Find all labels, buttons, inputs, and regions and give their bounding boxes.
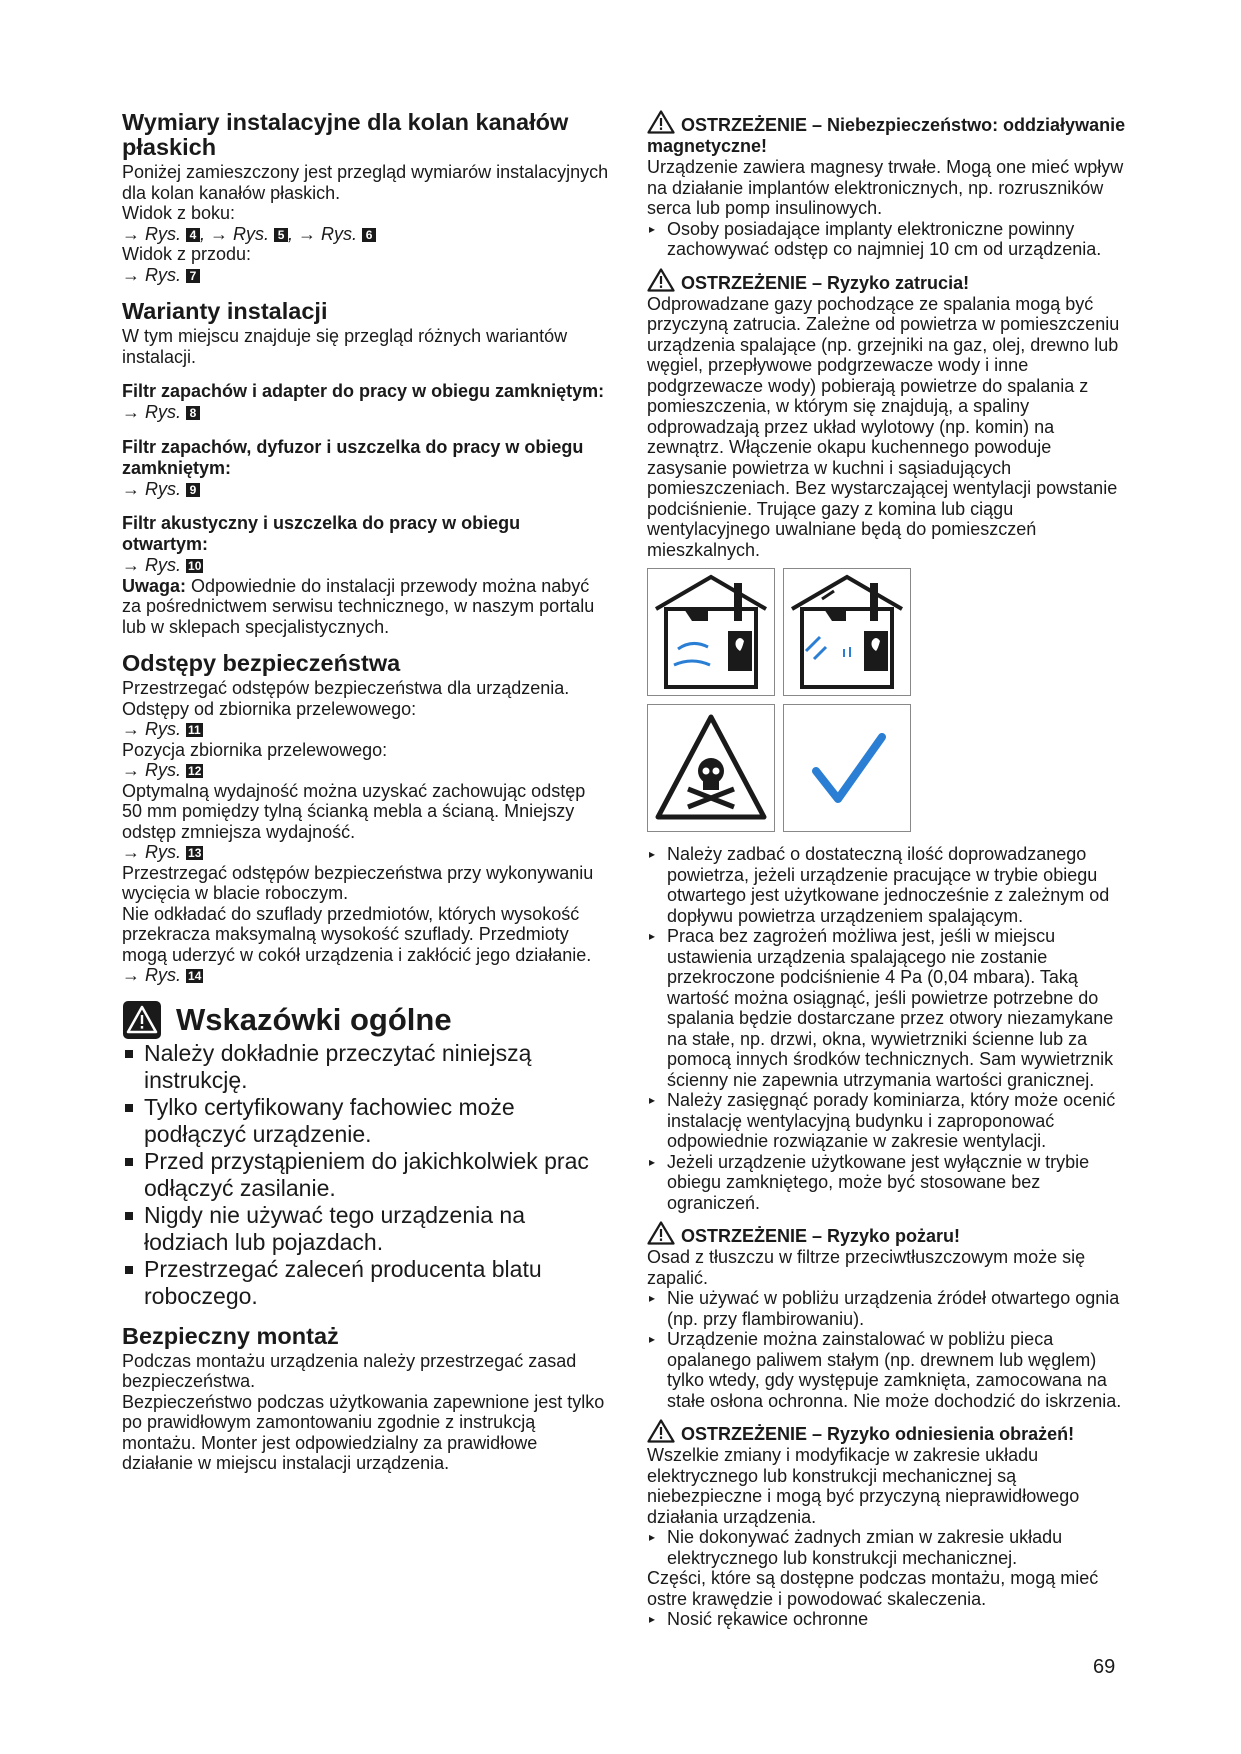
warning-box-icon <box>122 1000 162 1040</box>
variant-2-title: Filtr zapachów, dyfuzor i uszczelka do pracy w obiegu zamkniętym: <box>122 436 584 478</box>
list-item: Przed przystąpieniem do jakichkolwiek prac odłączyć zasilanie. <box>122 1148 610 1202</box>
figure-badge: 5 <box>274 228 288 242</box>
warning-triangle-icon <box>647 1419 675 1443</box>
variant-2-ref: → Rys. 9 <box>122 479 610 500</box>
section-title-safety-distances: Odstępy bezpieczeństwa <box>122 650 401 676</box>
safe-installation-p2: Bezpieczeństwo podczas użytkowania zapewnione jest tylko po prawidłowym zamontowaniu zgodnie z instrukcją montażu. Monter jest odpowiedzialny za prawidłowe działanie w miejscu instalacji urządzenia. <box>122 1391 605 1473</box>
warning-magnetic-list <box>647 219 1132 260</box>
warning-poisoning-text: Odprowadzane gazy pochodzące ze spalania mogą być przyczyną zatrucia. Zależne od powietrza w pomieszczeniu urządzenia spalające (np. grzejniki na gaz, olej, drewno lub węgiel, przepływowe podgrzewacze wody i inne podgrzewacze wody) pobierają powietrze do spalania z pomieszczenia, w którym się znajdują, a spaliny odprowadzają przez układ wylotowy (np. komin) na zewnątrz. Włączenie okapu kuchennego powoduje zasysanie powietrza w kuchni i sąsiadujących pomieszczeniach. Bez wystarczającej wentylacji powstanie podciśnienie. Trujące gazy z komina lub ciągu wentylacyjnego uwalniane będą do pomieszczeń mieszkalnych. <box>647 293 1120 560</box>
figure-badge: 14 <box>188 969 202 983</box>
warning-triangle-icon <box>647 110 675 134</box>
safety-ref-2: → Rys. 12 <box>122 760 202 780</box>
safety-distances-p5: Przestrzegać odstępów bezpieczeństwa przy wykonywaniu wycięcia w blacie roboczym. <box>122 862 594 903</box>
ventilation-pictograms <box>647 568 1132 832</box>
figure-badge: 13 <box>188 846 202 860</box>
warning-poisoning-list <box>647 844 1132 1213</box>
figure-badge: 12 <box>188 764 202 778</box>
warning-poisoning-title: OSTRZEŻENIE – Ryzyko zatrucia! <box>647 268 1132 294</box>
list-item: Tylko certyfikowany fachowiec może podłączyć urządzenie. <box>122 1094 610 1148</box>
variant-1-title: Filtr zapachów i adapter do pracy w obiegu zamkniętym: <box>122 381 605 401</box>
warning-magnetic-text: Urządzenie zawiera magnesy trwałe. Mogą one mieć wpływ na działanie implantów elektronicznych, np. rozruszników serca lub pomp insulinowych. <box>647 157 1124 218</box>
section-title-general: Wskazówki ogólne <box>122 1000 610 1040</box>
warning-fire-list <box>647 1288 1132 1411</box>
list-item: Należy dokładnie przeczytać niniejszą instrukcję. <box>122 1040 610 1094</box>
safety-distances-p6: Nie odkładać do szuflady przedmiotów, których wysokość przekracza maksymalną wysokość szuflady. Przedmioty mogą uderzyć w cokół urządzenia i zakłócić jego działanie. <box>122 903 592 965</box>
list-item: ▸ Jeżeli urządzenie użytkowane jest wyłącznie w trybie obiegu zamkniętego, może być stosowane bez ograniczeń. <box>647 1152 1132 1214</box>
dimensions-intro: Poniżej zamieszczony jest przegląd wymiarów instalacyjnych dla kolan kanałów płaskich. <box>122 162 609 203</box>
warning-fire-title: OSTRZEŻENIE – Ryzyko pożaru! <box>647 1221 1132 1247</box>
safety-distances-p2: Odstępy od zbiornika przelewowego: <box>122 698 417 719</box>
variant-3-title: Filtr akustyczny i uszczelka do pracy w obiegu otwartym: <box>122 513 521 554</box>
warning-injury-list-2 <box>647 1609 1132 1630</box>
checkmark-icon <box>783 704 911 832</box>
warning-injury-text-2: Części, które są dostępne podczas montażu, mogą mieć ostre krawędzie i powodować skaleczenia. <box>647 1568 1099 1609</box>
safety-distances-p3: Pozycja zbiornika przelewowego: <box>122 739 388 760</box>
figure-badge: 8 <box>186 406 200 420</box>
safety-distances-p4: Optymalną wydajność można uzyskać zachowując odstęp 50 mm pomiędzy tylną ścianką mebla a ścianą. Mniejszy odstęp zmniejsza wydajność. <box>122 780 586 842</box>
right-column <box>647 110 1132 1630</box>
list-item: ▸ Należy zasięgnąć porady kominiarza, który może ocenić instalację wentylacyjną budynku i zaproponować odpowiednie rozwiązanie w zakresie wentylacji. <box>647 1090 1132 1152</box>
list-item: Przestrzegać zaleceń producenta blatu roboczego. <box>122 1256 610 1310</box>
figure-badge: 10 <box>188 559 202 573</box>
warning-triangle-icon <box>647 1221 675 1245</box>
list-item: ▸ Nie dokonywać żadnych zmian w zakresie układu elektrycznego lub konstrukcji mechanicznej. <box>647 1527 1132 1568</box>
list-item: ▸ Należy zadbać o dostateczną ilość doprowadzanego powietrza, jeżeli urządzenie pracujące w trybie obiegu otwartego jest użytkowane jednocześnie z zależnym od dopływu powietrza urządzeniem spalającym. <box>647 844 1132 926</box>
figure-badge: 4 <box>186 228 200 242</box>
variant-3-ref: → Rys. 10 <box>122 555 202 575</box>
safety-ref-1: → Rys. 11 <box>122 719 201 739</box>
warning-injury-list-1 <box>647 1527 1132 1568</box>
warning-injury-text: Wszelkie zmiany i modyfikacje w zakresie układu elektrycznego lub konstrukcji mechanicznej są niebezpieczne i mogą być przyczyną nieprawidłowego działania urządzenia. <box>647 1445 1080 1527</box>
warning-injury-title: OSTRZEŻENIE – Ryzyko odniesienia obrażeń! <box>647 1419 1132 1445</box>
house-open-window-icon <box>783 568 911 696</box>
list-item: Nigdy nie używać tego urządzenia na łodziach lub pojazdach. <box>122 1202 610 1256</box>
warning-triangle-icon <box>647 268 675 292</box>
list-item: ▸ Nie używać w pobliżu urządzenia źródeł otwartego ognia (np. przy flambirowaniu). <box>647 1288 1132 1329</box>
figure-badge: 9 <box>186 483 200 497</box>
figure-badge: 7 <box>186 269 200 283</box>
figure-badge: 11 <box>188 723 201 737</box>
section-title-dimensions: Wymiary instalacyjne dla kolan kanałów płaskich <box>122 109 569 160</box>
list-item: ▸ Nosić rękawice ochronne <box>647 1609 1132 1630</box>
list-item: ▸ Praca bez zagrożeń możliwa jest, jeśli w miejscu ustawienia urządzenia spalającego nie zostanie przekroczone podciśnienie 4 Pa (0,04 mbara). Taką wartość można osiągnąć, jeśli powietrze potrzebne do spalania będzie dostarczane przez otwory niezamykane na stałe, np. drzwi, okna, wywietrzniki ścienne lub za pomocą innych środków technicznych. Sam wywietrznik ścienny nie zapewnia utrzymania wartości granicznej. <box>647 926 1132 1090</box>
figure-badge: 6 <box>362 228 376 242</box>
page-number: 69 <box>1093 1656 1116 1678</box>
safety-distances-p1: Przestrzegać odstępów bezpieczeństwa dla urządzenia. <box>122 678 570 698</box>
house-hood-suction-icon <box>647 568 775 696</box>
note: Uwaga: Odpowiednie do instalacji przewody można nabyć za pośrednictwem serwisu technicznego, w naszym portalu lub w sklepach specjalistycznych. <box>122 575 595 637</box>
variant-1-ref: → Rys. 8 <box>122 402 610 423</box>
list-item: ▸ Osoby posiadające implanty elektroniczne powinny zachowywać odstęp co najmniej 10 cm od urządzenia. <box>647 219 1132 260</box>
side-view-refs: → Rys. 4 , → Rys. 5 , → Rys. 6 <box>122 224 610 245</box>
safety-ref-4: → Rys. 14 <box>122 965 202 985</box>
warning-fire-text: Osad z tłuszczu w filtrze przeciwtłuszczowym może się zapalić. <box>647 1247 1086 1288</box>
safe-installation-p1: Podczas montażu urządzenia należy przestrzegać zasad bezpieczeństwa. <box>122 1350 577 1391</box>
side-view-label: Widok z boku: <box>122 203 236 223</box>
variants-intro: W tym miejscu znajduje się przegląd różnych wariantów instalacji. <box>122 326 568 367</box>
front-view-ref: → Rys. 7 <box>122 265 610 286</box>
left-column <box>122 110 610 1474</box>
warning-magnetic-title: OSTRZEŻENIE – Niebezpieczeństwo: oddziaływanie magnetyczne! <box>647 110 1132 157</box>
section-title-safe-installation: Bezpieczny montaż <box>122 1322 339 1349</box>
list-item: ▸ Urządzenie można zainstalować w pobliżu pieca opalanego paliwem stałym (np. drewnem lub węglem) tylko wtedy, gdy występuje zamknięta, zamocowana na stałe osłona ochronna. Nie może dochodzić do iskrzenia. <box>647 1329 1132 1411</box>
safety-ref-3: → Rys. 13 <box>122 842 202 862</box>
front-view-label: Widok z przodu: <box>122 244 252 264</box>
general-list <box>122 1040 610 1310</box>
poison-hazard-icon <box>647 704 775 832</box>
section-title-variants: Warianty instalacji <box>122 298 328 324</box>
